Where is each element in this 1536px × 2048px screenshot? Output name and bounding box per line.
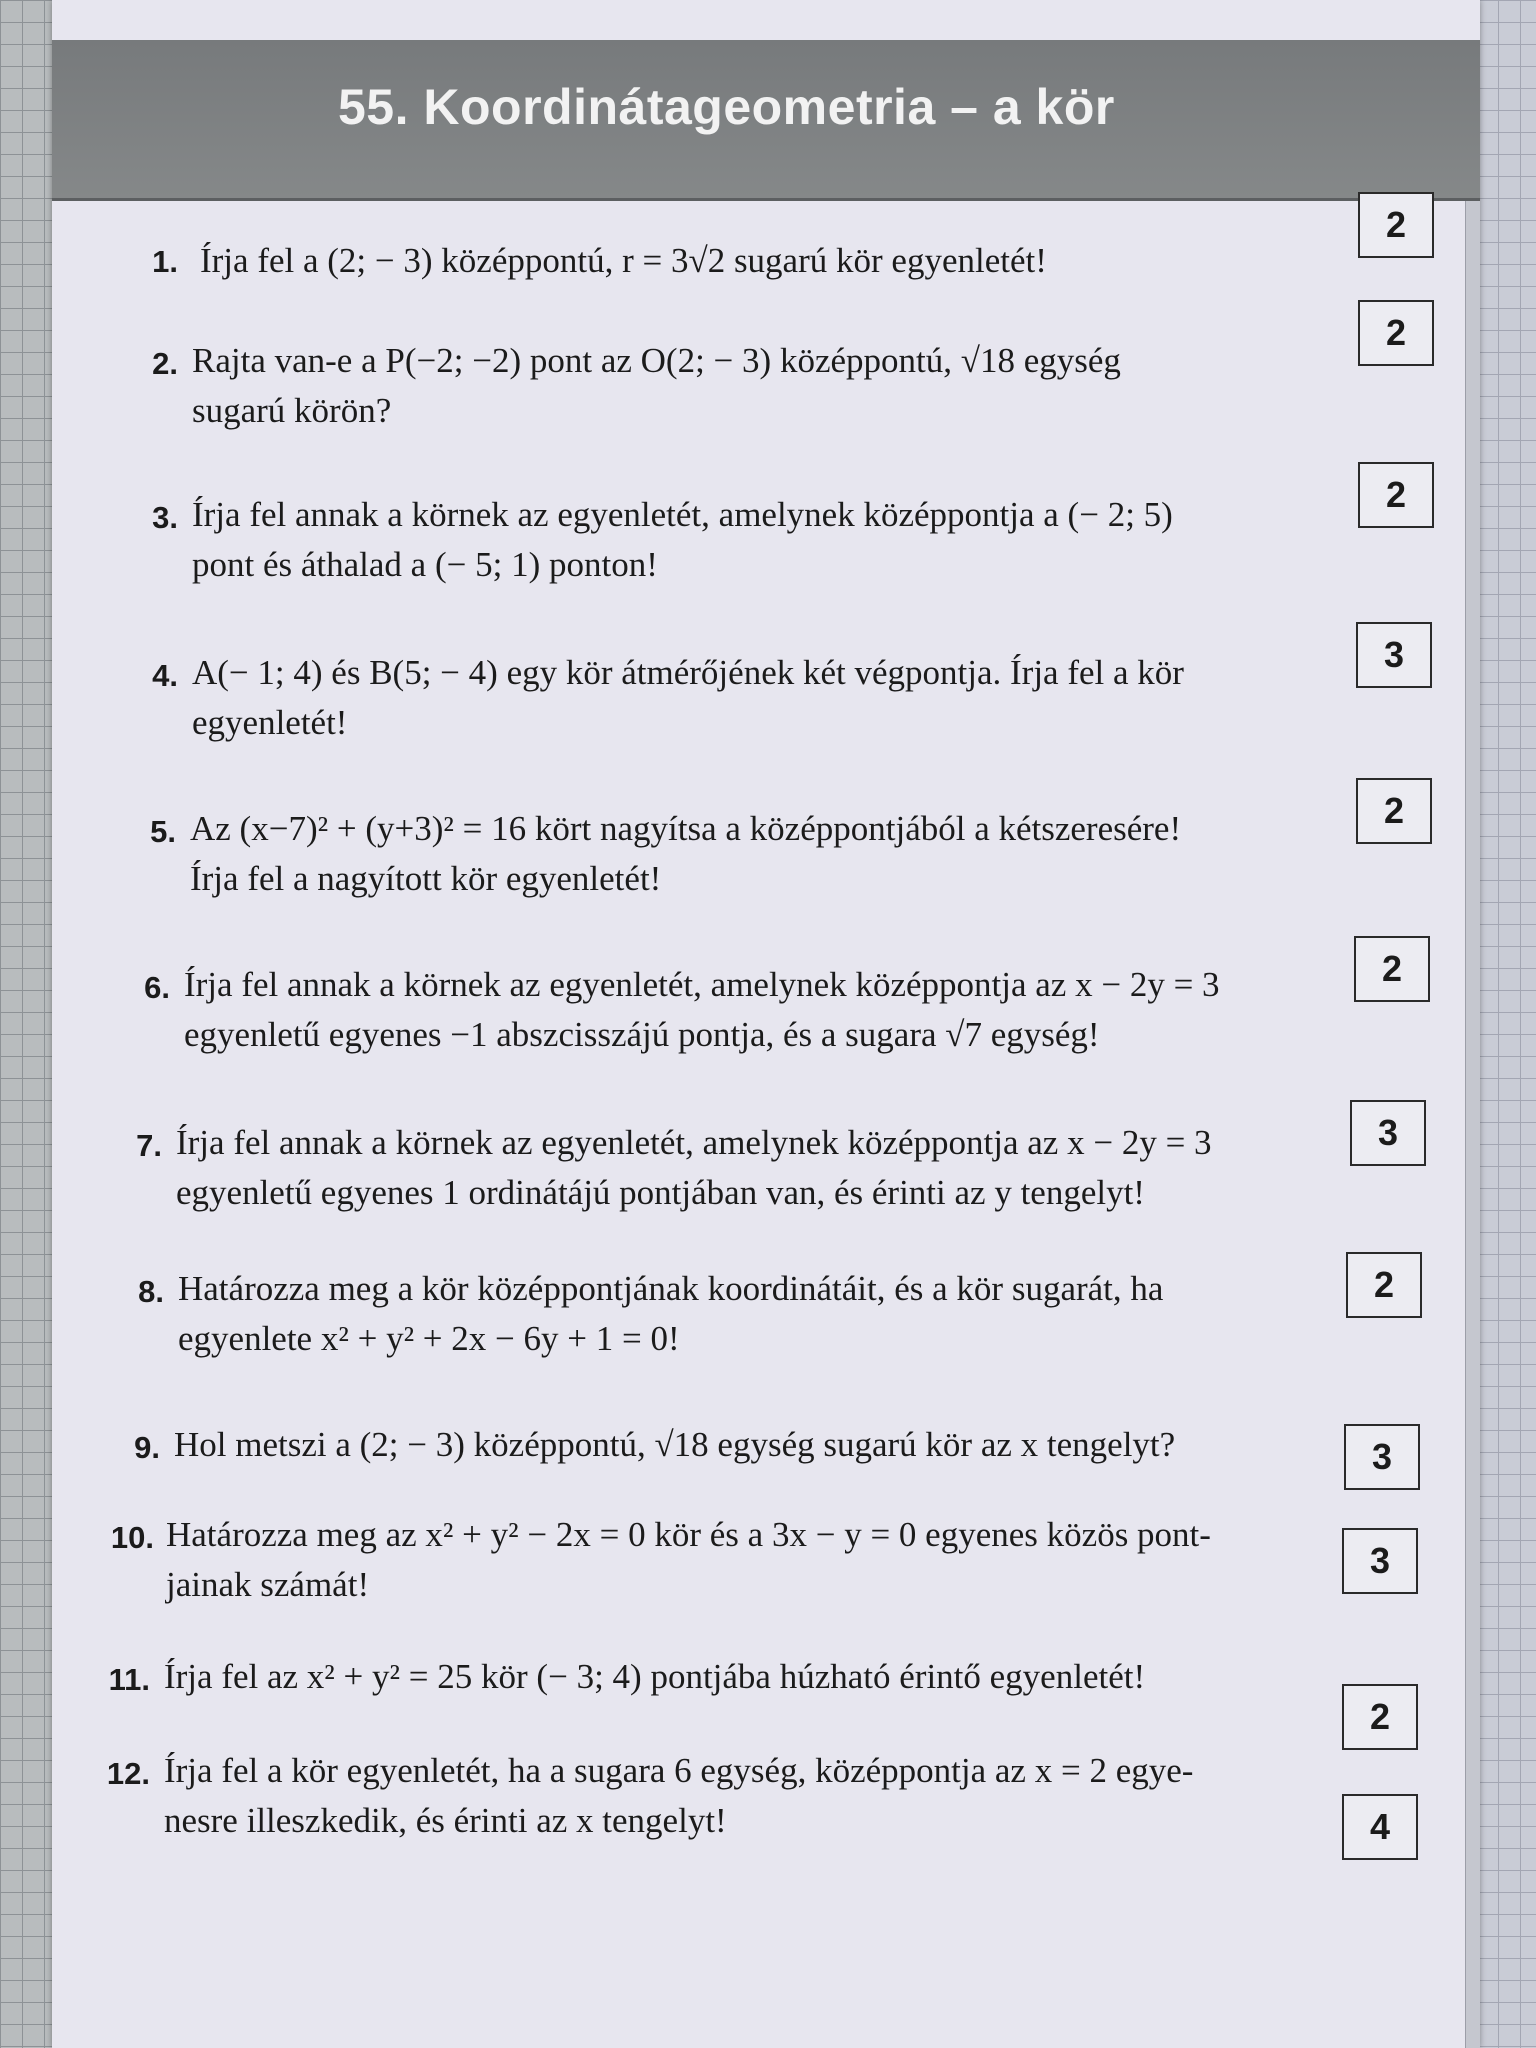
points-box: 3 — [1342, 1528, 1418, 1594]
problem-line: Írja fel annak a körnek az egyenletét, amelynek középpontja a (− 2; 5) — [192, 495, 1173, 534]
points-box: 2 — [1342, 1684, 1418, 1750]
points-box: 2 — [1346, 1252, 1422, 1318]
problem-number: 3. — [152, 500, 178, 535]
problem-text — [164, 1652, 1424, 1702]
problem-line: Határozza meg az x² + y² − 2x = 0 kör és a 3x − y = 0 egyenes közös pont- — [166, 1515, 1211, 1554]
problem-number: 1. — [152, 244, 178, 279]
problem-text — [192, 648, 1452, 748]
problem-line: Rajta van-e a P(−2; −2) pont az O(2; − 3) középpontú, √18 egység — [192, 341, 1121, 380]
problem-line: Hol metszi a (2; − 3) középpontú, √18 egység sugarú kör az x tengelyt? — [174, 1425, 1176, 1464]
problem-line: jainak számát! — [166, 1565, 370, 1604]
problem-line: Írja fel az x² + y² = 25 kör (− 3; 4) pontjába húzható érintő egyenletét! — [164, 1657, 1146, 1696]
problem-line: egyenletű egyenes −1 abszcisszájú pontja, és a sugara √7 egység! — [184, 1015, 1100, 1054]
problem-text — [200, 236, 1460, 286]
problem-text — [190, 804, 1450, 904]
page-side-strip — [1465, 150, 1480, 2048]
problem-line: Írja fel a kör egyenletét, ha a sugara 6 egység, középpontja az x = 2 egye- — [164, 1751, 1194, 1790]
problem-number: 9. — [134, 1430, 160, 1465]
points-box: 3 — [1356, 622, 1432, 688]
problem-text — [178, 1264, 1438, 1364]
right-grid-paper — [1476, 0, 1536, 2048]
problem-line: egyenletét! — [192, 703, 348, 742]
worksheet-page — [52, 0, 1480, 2048]
points-box: 2 — [1358, 300, 1434, 366]
problem-number: 2. — [152, 346, 178, 381]
problem-number: 4. — [152, 658, 178, 693]
left-grid-paper — [0, 0, 60, 2048]
points-box: 2 — [1358, 192, 1434, 258]
problem-text — [164, 1746, 1424, 1846]
problem-line: pont és áthalad a (− 5; 1) ponton! — [192, 545, 658, 584]
problem-line: egyenletű egyenes 1 ordinátájú pontjában van, és érinti az y tengelyt! — [176, 1173, 1145, 1212]
points-box: 3 — [1350, 1100, 1426, 1166]
points-box: 2 — [1358, 462, 1434, 528]
points-box: 4 — [1342, 1794, 1418, 1860]
points-box: 3 — [1344, 1424, 1420, 1490]
problem-number: 5. — [150, 814, 176, 849]
problem-text — [176, 1118, 1436, 1218]
problem-line: Írja fel annak a körnek az egyenletét, amelynek középpontja az x − 2y = 3 — [176, 1123, 1212, 1162]
problem-line: Határozza meg a kör középpontjának koordinátáit, és a kör sugarát, ha — [178, 1269, 1164, 1308]
problem-number: 11. — [108, 1662, 150, 1697]
problem-line: Írja fel annak a körnek az egyenletét, amelynek középpontja az x − 2y = 3 — [184, 965, 1220, 1004]
problem-line: sugarú körön? — [192, 391, 392, 430]
problem-number: 6. — [144, 970, 170, 1005]
problem-number: 10. — [110, 1520, 154, 1555]
problem-number: 12. — [106, 1756, 150, 1791]
points-box: 2 — [1356, 778, 1432, 844]
problem-text — [166, 1510, 1426, 1610]
chapter-title: 55. Koordinátageometria – a kör — [338, 79, 1115, 135]
problem-line: Írja fel a nagyított kör egyenletét! — [190, 859, 662, 898]
points-box: 2 — [1354, 936, 1430, 1002]
problem-line: A(− 1; 4) és B(5; − 4) egy kör átmérőjének két végpontja. Írja fel a kör — [192, 653, 1184, 692]
problem-line: Írja fel a (2; − 3) középpontú, r = 3√2 sugarú kör egyenletét! — [200, 241, 1047, 280]
problem-text — [184, 960, 1444, 1060]
problem-line: nesre illeszkedik, és érinti az x tengelyt! — [164, 1801, 727, 1840]
problem-line: Az (x−7)² + (y+3)² = 16 kört nagyítsa a középpontjából a kétszeresére! — [190, 809, 1182, 848]
problem-line: egyenlete x² + y² + 2x − 6y + 1 = 0! — [178, 1319, 680, 1358]
problem-text — [192, 336, 1452, 436]
problem-number: 8. — [138, 1274, 164, 1309]
problem-text — [192, 490, 1452, 590]
problem-number: 7. — [136, 1128, 162, 1163]
chapter-header — [52, 40, 1480, 201]
problem-text — [174, 1420, 1434, 1470]
